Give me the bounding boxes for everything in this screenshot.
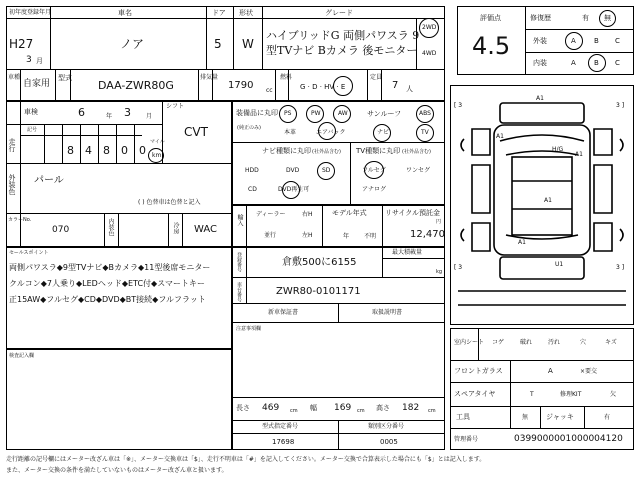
score-value: 4.5 [472,32,511,60]
length-value: 469 [262,403,280,413]
equip-abs-circle [416,105,434,123]
glass-label: フロントガラス [454,367,503,375]
aircon-label: 冷房 [172,222,179,234]
spare-label: スペアタイヤ [454,390,496,398]
glass-item: A [548,367,553,375]
length-unit: cm [290,408,298,414]
spare-item: T [530,391,534,398]
recycle-label: リサイクル預託金 [385,209,441,217]
score-label: 評価点 [480,14,501,22]
inspection-year-unit: 年 [106,113,113,120]
doors-value: 5 [214,37,222,51]
svg-text:3 ]: 3 ] [616,264,625,271]
sales-line: 両側パワスラ◆9型TVナビ◆Bカメラ◆11型後席モニター [9,263,211,272]
km-label: km [152,152,162,159]
tv-fullseg: フルセグ [362,167,386,174]
glass-item: ×要交 [580,368,598,375]
max-load-unit: kg [436,269,443,275]
width-label: 幅 [310,404,317,412]
import-steering-right: 右H [302,211,313,218]
use-value: 自家用 [23,79,51,89]
manual-label: 取扱説明書 [372,309,403,316]
notes-label: 注意事項欄 [236,326,262,332]
drive-2wd: 2WD [422,24,437,31]
use-label: 車種 [8,74,21,81]
recycle-unit: 円 [436,219,442,225]
tools-label: 工具 [456,413,470,421]
equip-tv: TV [421,129,429,136]
tv-fullseg-circle [364,161,384,179]
seat-item: 破れ [520,339,533,346]
nav-dvd-playback: DVD再生可 [278,186,310,193]
width-value: 169 [334,403,352,413]
svg-text:[ 3: [ 3 [454,102,463,109]
model-year-value: 不明 [364,233,377,240]
grade-label: グレード [325,9,353,17]
svg-text:[ 3: [ 3 [454,264,463,271]
interior-b: B [594,59,599,67]
sales-line: クルコン◆7人乗り◆LEDヘッド◆ETC付◆スマートキー [9,279,206,288]
diagram-label: A1 [544,197,552,204]
equip-airbag: エアバック [316,129,346,136]
grade-line1: ハイブリッドG 両側パワスラ 9 [266,29,420,42]
capacity-unit: 人 [406,85,413,93]
aircon-value: WAC [194,224,217,235]
capacity-label: 定員 [370,74,383,81]
footer-note-2: また、メーター交換の条件を満たしていないものはメーター改ざん車と扱います。 [6,467,228,474]
jack-value: 有 [604,414,611,421]
equip-ps-circle [279,105,297,123]
displacement-value: 1790 [228,80,254,91]
type-label: 型式 [58,74,72,82]
first-reg-era-year: H27 [9,37,34,51]
mgmt-label: 管理番号 [454,436,479,443]
recycle-value: 12,470 [410,229,445,240]
fuel-label: 燃料 [280,74,293,81]
model-label: 車名 [118,9,132,17]
equip-aw: AW [338,110,348,117]
exterior-b: B [594,37,599,45]
inspection-month-unit: 月 [146,113,153,120]
equip-airbag-circle [318,122,336,140]
repair-label: 修復歴 [530,14,551,22]
import-label: 輸入 [236,214,243,226]
nav-type-title: ナビ種類に丸印 [262,147,311,155]
seat-item: 汚れ [548,339,561,346]
mile-label: マイル [150,139,165,145]
plate-label: 登録番号 [236,252,242,272]
color-code-value: 070 [52,225,70,235]
equip-abs: ABS [419,110,431,117]
nav-dvd-playback-circle [282,181,300,199]
interior-b-circle [588,54,606,72]
warranty-label: 新車保証書 [268,309,299,316]
diagram-label: H/G [552,146,564,153]
fuel-options: G · D · HV · E [300,83,346,91]
height-unit: cm [428,408,436,414]
length-label: 長さ [236,404,250,412]
tv-type-sub: (社外品含む) [402,149,431,155]
exterior-a-circle [565,32,583,50]
max-load-label: 最大積載量 [392,249,423,256]
color-label: 外装色 [8,174,16,195]
height-label: 高さ [376,404,390,412]
width-unit: cm [357,408,365,414]
seat-label: 室内シート [454,339,485,346]
mgmt-value: 0399000001000004120 [514,434,623,444]
interior-c: C [615,59,620,67]
inspection-label: 車検 [24,108,38,116]
class-label: 類別区分番号 [368,423,405,430]
equipment-label: 装備品に丸印 [236,109,278,117]
import-dealer: ディーラー [256,211,286,218]
footer-note-1: 走行距離の記号欄にはメーター改ざん車は「※」、メーター交換車は「$」、走行不明車は「#」を記入してください。メーター交換で合算表示した場合にも「$」とは記入します。 [6,456,486,463]
svg-text:3 ]: 3 ] [616,102,625,109]
first-reg-month: 3 [26,55,32,65]
mileage-caption: 記号 [27,127,38,133]
nav-dvd: DVD [286,167,300,174]
grade-line2: 型TVナビ Bカメラ 後モニター [266,44,418,57]
first-reg-label: 初年度登録年月 [9,9,52,16]
exterior-c: C [615,37,620,45]
diagram-label: A1 [518,239,526,246]
equip-leather: 本革 [284,129,297,136]
tv-analog: アナログ [362,186,387,193]
inspection-month: 3 [124,106,131,119]
color-code-label: カラーNo. [8,217,32,223]
nav-cd: CD [248,186,257,193]
color-value: パール [34,175,64,186]
equip-tv-circle [416,124,434,142]
repair-opt-yes: 有 [582,14,589,22]
sales-line: 正15AW◆フルセグ◆CD◆DVD◆BT接続◆フルフラット [9,295,206,304]
plate-value: 倉敷500に6155 [282,257,357,268]
type-value: DAA-ZWR80G [98,79,174,92]
tv-type-title: TV種類に丸印 [356,147,401,155]
capacity-value: 7 [392,80,399,91]
jack-label: ジャッキ [546,413,574,421]
chassis-value: ZWR80-0101171 [276,286,361,297]
nav-sd-circle [317,162,335,180]
equip-aw-circle [333,105,351,123]
interior-a: A [571,59,576,67]
repair-opt-no: 無 [604,14,611,22]
equipment-sub: (純正のみ) [237,125,261,131]
type-cert-label: 型式指定番号 [262,423,299,430]
height-value: 182 [402,403,420,413]
body-value: W [242,37,254,51]
body-label: 形状 [239,9,253,17]
nav-hdd: HDD [245,167,259,174]
equip-nav-circle [373,124,391,142]
diagram-label: A1 [575,151,583,158]
equip-pw: PW [311,110,321,117]
car-diagram [450,85,634,325]
diagram-label: U1 [555,261,564,268]
seat-item: 穴 [580,339,587,346]
shift-value: CVT [184,125,208,139]
nav-type-sub: (社外品含む) [312,149,341,155]
mileage-label: 走行 [8,138,16,152]
exterior-label: 外装 [533,37,547,45]
seat-item: コゲ [492,339,505,346]
diagram-label: A1 [496,133,504,140]
mileage-digit: 0 [121,144,128,157]
spare-item: 修理KIT [560,391,582,398]
km-circle [148,148,164,163]
interior-color-label: 内装色 [107,218,114,236]
doors-label: ドア [212,9,226,17]
equip-pw-circle [306,105,324,123]
model-year-unit: 年 [343,233,350,240]
spare-item: 欠 [610,391,617,398]
shift-label: シフト [166,103,185,110]
displacement-label: 排気量 [200,74,219,81]
first-reg-month-suffix: 月 [36,57,43,65]
equip-ps: PS [284,110,292,117]
model-name: ノア [120,37,145,51]
mileage-digit: 4 [85,144,92,157]
color-note: ( ) 色替車は色替と記入 [138,199,201,206]
exterior-a: A [571,37,576,45]
mileage-digit: 8 [67,144,74,157]
type-cert-value: 17698 [272,438,295,446]
diagram-label: A1 [536,95,544,102]
tv-oneseg: ワンセグ [406,167,431,174]
tools-value: 無 [522,414,529,421]
inspection-year: 6 [78,106,85,119]
sales-label: セールスポイント [9,250,49,256]
mileage-digit: 0 [139,144,146,157]
interior-label: 内装 [533,59,547,67]
import-parallel: 並行 [264,232,277,239]
inspector-label: 検査記入欄 [9,353,35,359]
inspector-block [6,349,232,450]
model-year-label: モデル年式 [332,209,367,217]
displacement-unit: cc [266,87,273,94]
equip-sunroof: サンルーフ [367,110,402,118]
seat-item: キズ [605,339,617,346]
class-value: 0005 [380,438,398,446]
fuel-hv-circle [333,76,353,96]
drive-4wd: 4WD [422,50,437,57]
chassis-label: 車台番号 [236,282,242,302]
mileage-digit: 8 [103,144,110,157]
nav-sd: SD [322,167,331,174]
import-steering-left: 左H [302,232,313,239]
equip-nav: ナビ [377,129,390,136]
repair-no-circle [599,10,616,27]
